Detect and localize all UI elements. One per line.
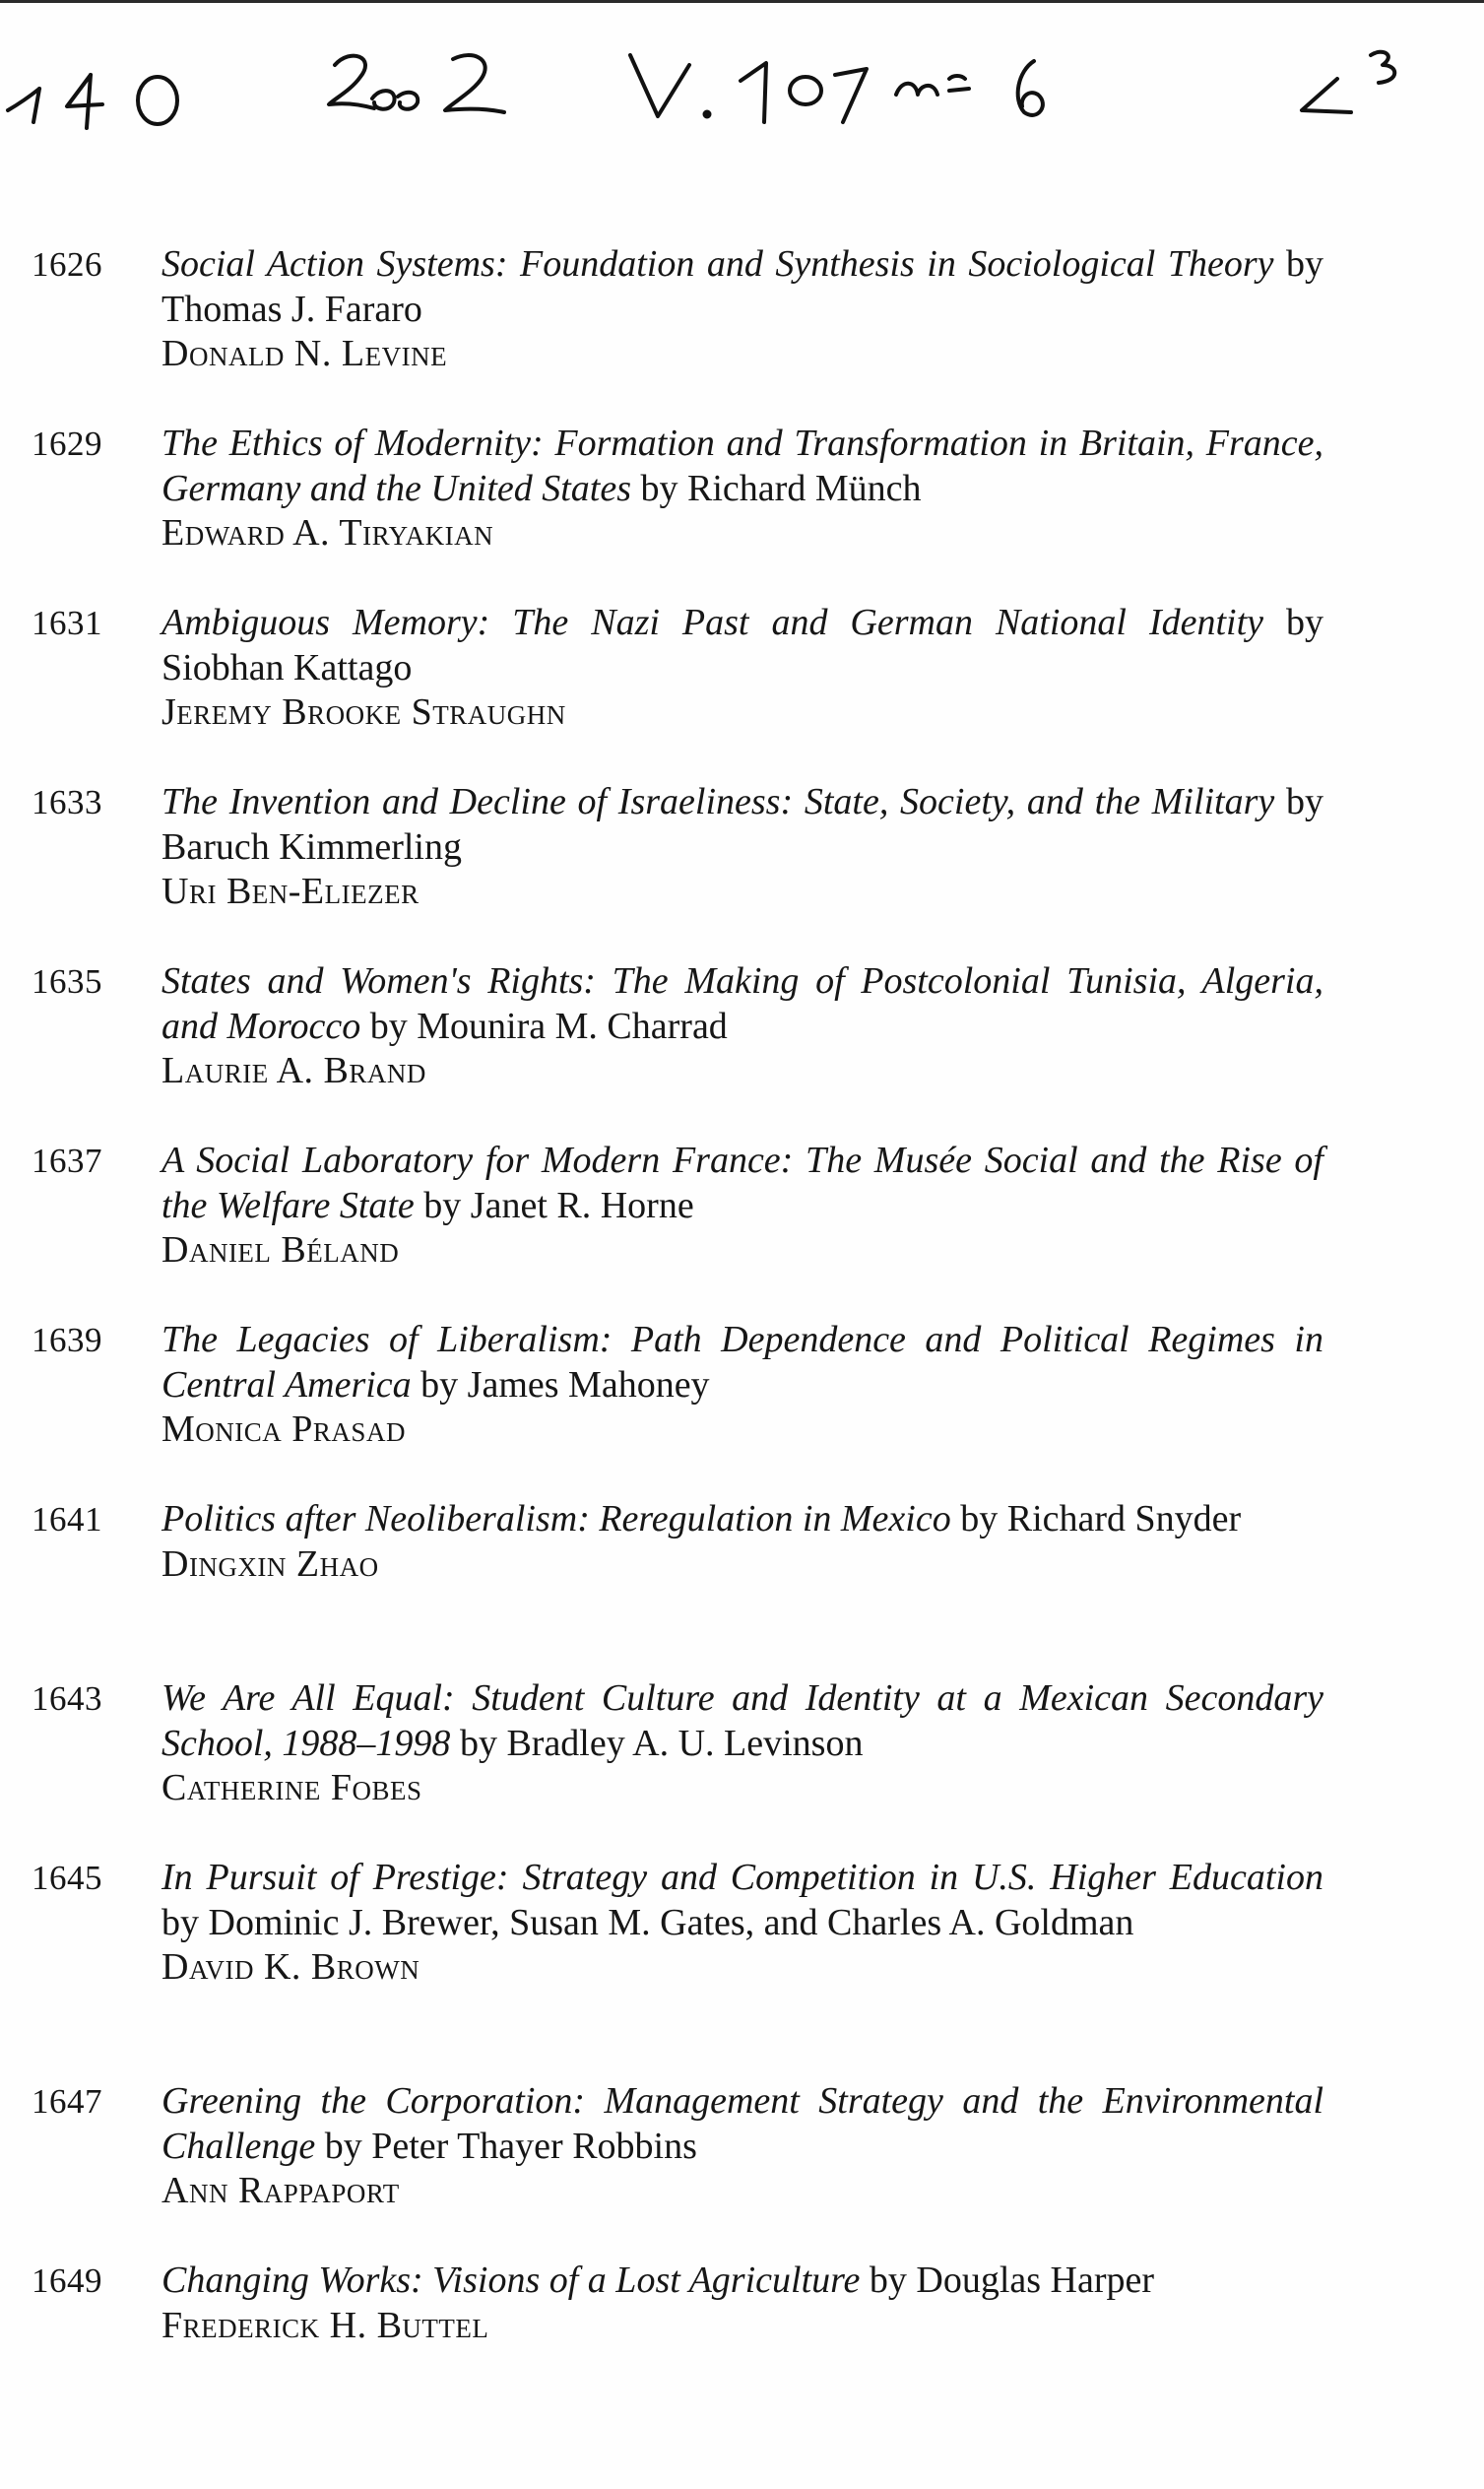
review-entry	[32, 422, 1331, 601]
book-title: In Pursuit of Prestige: Strategy and Competition in U.S. Higher Education	[161, 1857, 1323, 1898]
entry-body	[161, 601, 1323, 736]
book-title: Greening the Corporation: Management Strategy and the Environmental Challenge	[161, 2080, 1323, 2167]
book-title: Social Action Systems: Foundation and Synthesis in Sociological Theory	[161, 243, 1274, 285]
review-entry	[32, 1676, 1331, 1856]
book-author: by Janet R. Horne	[423, 1184, 694, 1226]
handwritten-mark	[1302, 52, 1394, 112]
top-edge-rule	[0, 0, 1484, 3]
page-number: 1631	[32, 604, 102, 642]
book-citation	[161, 1497, 1323, 1542]
book-title: States and Women's Rights: The Making of Postcolonial Tunisia, Algeria, and Morocco	[161, 960, 1323, 1047]
entry-body	[161, 422, 1323, 557]
reviewer-name: Jeremy Brooke Straughn	[161, 691, 566, 733]
reviewer-name: Catherine Fobes	[161, 1767, 422, 1808]
book-author: by Richard Snyder	[960, 1498, 1242, 1539]
entry-body	[161, 2259, 1323, 2348]
book-author: by Richard Münch	[640, 467, 922, 509]
page-number: 1626	[32, 245, 102, 284]
reviewer-name: David K. Brown	[161, 1946, 420, 1988]
handwritten-number	[896, 61, 1043, 115]
entry-body	[161, 780, 1323, 915]
book-title: The Invention and Decline of Israeliness: State, Society, and the Military	[161, 781, 1275, 822]
review-entry	[32, 1856, 1331, 2079]
book-citation	[161, 1856, 1323, 1945]
book-citation	[161, 1676, 1323, 1766]
reviewer-name: Uri Ben-Eliezer	[161, 871, 419, 912]
book-citation	[161, 2079, 1323, 2169]
entry-body	[161, 1139, 1323, 1274]
page-number: 1637	[32, 1142, 102, 1180]
review-entry	[32, 1497, 1331, 1676]
reviewer-name: Laurie A. Brand	[161, 1050, 426, 1091]
reviewer-name: Donald N. Levine	[161, 333, 448, 374]
handwritten-volume	[630, 55, 867, 122]
page-number: 1641	[32, 1500, 102, 1539]
entry-body	[161, 959, 1323, 1094]
entry-body	[161, 2079, 1323, 2214]
page-number: 1649	[32, 2261, 102, 2300]
book-author: by Bradley A. U. Levinson	[459, 1722, 864, 1764]
book-author: by Thomas J. Fararo	[161, 243, 1323, 330]
entry-body	[161, 1676, 1323, 1811]
reviewer-name: Daniel Béland	[161, 1229, 400, 1271]
review-entry	[32, 959, 1331, 1139]
book-citation	[161, 242, 1323, 332]
book-title: Politics after Neoliberalism: Reregulation in Mexico	[161, 1498, 951, 1539]
book-title: The Ethics of Modernity: Formation and Transformation in Britain, France, Germany and the United States	[161, 423, 1323, 509]
book-author: by Siobhan Kattago	[161, 602, 1323, 688]
book-citation	[161, 1318, 1323, 1408]
book-author: by Mounira M. Charrad	[369, 1005, 728, 1047]
handwritten-annotation	[0, 20, 1484, 158]
book-citation	[161, 959, 1323, 1049]
book-author: by Baruch Kimmerling	[161, 781, 1323, 868]
book-title: The Legacies of Liberalism: Path Dependence and Political Regimes in Central America	[161, 1319, 1323, 1406]
book-author: by Dominic J. Brewer, Susan M. Gates, and Charles A. Goldman	[161, 1901, 1134, 1943]
book-citation	[161, 422, 1323, 511]
book-citation	[161, 1139, 1323, 1228]
handwritten-call-number	[8, 75, 177, 128]
book-title: Ambiguous Memory: The Nazi Past and German National Identity	[161, 602, 1264, 643]
page-number: 1633	[32, 783, 102, 821]
page-number: 1645	[32, 1859, 102, 1897]
review-entry	[32, 242, 1331, 422]
review-entry	[32, 780, 1331, 959]
page-number: 1647	[32, 2082, 102, 2121]
page-number: 1639	[32, 1321, 102, 1359]
reviewer-name: Monica Prasad	[161, 1408, 406, 1450]
reviewer-name: Dingxin Zhao	[161, 1542, 379, 1585]
handwritten-year	[329, 55, 504, 112]
book-citation	[161, 2259, 1323, 2304]
book-author: by James Mahoney	[420, 1363, 710, 1406]
book-citation	[161, 601, 1323, 690]
entry-body	[161, 242, 1323, 377]
review-entry	[32, 601, 1331, 780]
book-author: by Douglas Harper	[869, 2260, 1155, 2301]
book-title: We Are All Equal: Student Culture and Identity at a Mexican Secondary School, 1988–1998	[161, 1677, 1323, 1764]
entry-body	[161, 1856, 1323, 1991]
book-title: Changing Works: Visions of a Lost Agriculture	[161, 2260, 861, 2301]
book-review-list	[32, 242, 1331, 2438]
review-entry	[32, 2259, 1331, 2438]
reviewer-name: Edward A. Tiryakian	[161, 512, 494, 554]
review-entry	[32, 2079, 1331, 2259]
review-entry	[32, 1318, 1331, 1497]
reviewer-name: Frederick H. Buttel	[161, 2304, 489, 2346]
page-number: 1629	[32, 425, 102, 463]
review-entry	[32, 1139, 1331, 1318]
entry-body	[161, 1497, 1323, 1587]
entry-body	[161, 1318, 1323, 1453]
book-title: A Social Laboratory for Modern France: The Musée Social and the Rise of the Welfare State	[161, 1140, 1323, 1226]
page-number: 1643	[32, 1679, 102, 1718]
reviewer-name: Ann Rappaport	[161, 2170, 400, 2211]
page-number: 1635	[32, 962, 102, 1001]
book-author: by Peter Thayer Robbins	[324, 2125, 697, 2167]
book-citation	[161, 780, 1323, 870]
